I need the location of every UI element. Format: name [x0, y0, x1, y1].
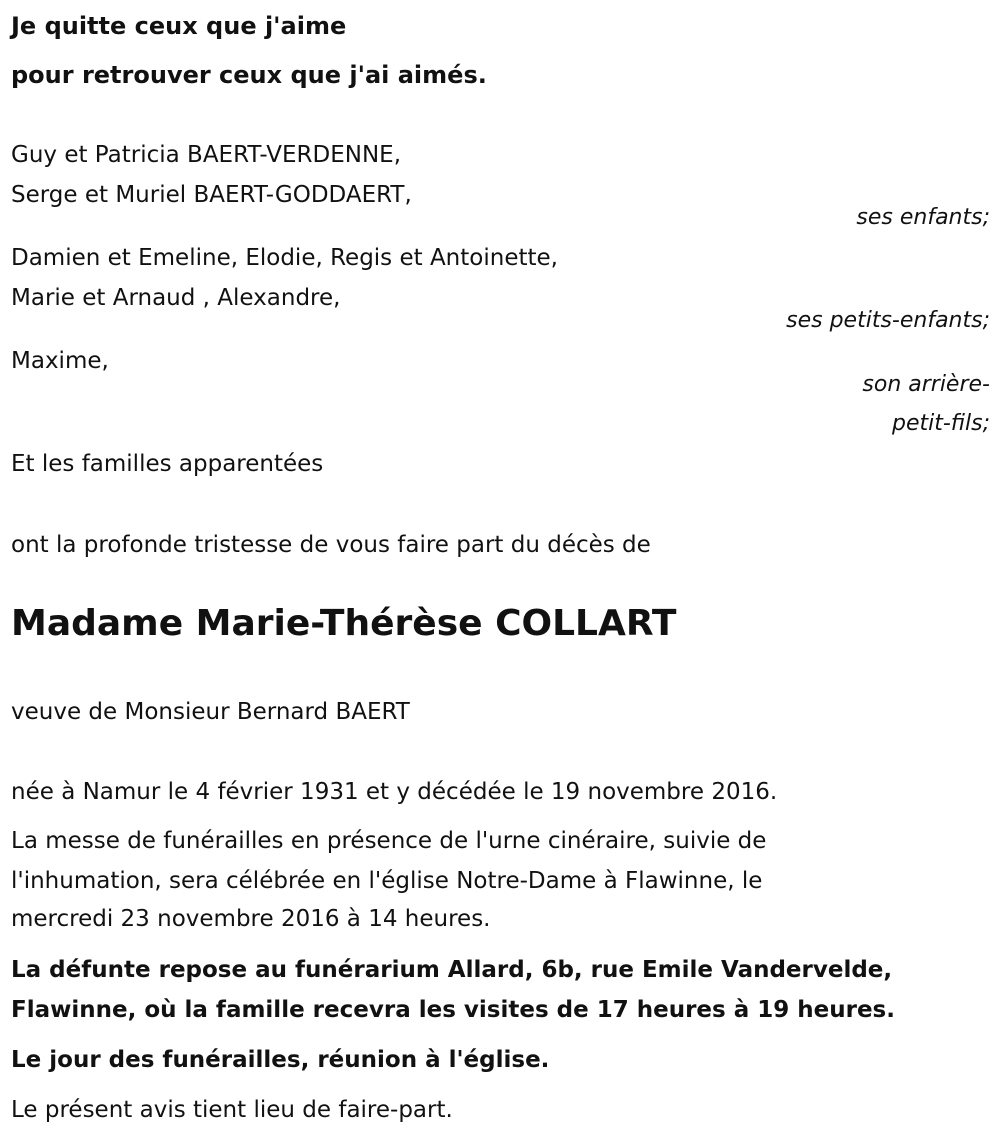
- quote-line-2: pour retrouver ceux que j'ai aimés.: [11, 61, 487, 89]
- children-line-2: Serge et Muriel BAERT-GODDAERT,: [11, 182, 412, 208]
- great-grandchild-relation-line-2: petit-fils;: [891, 411, 990, 436]
- meeting-text: Le jour des funérailles, réunion à l'église.: [11, 1047, 550, 1073]
- mass-line-3: mercredi 23 novembre 2016 à 14 heures.: [11, 906, 491, 932]
- great-grandchild-line-1: Maxime,: [11, 348, 109, 374]
- grandchildren-relation: ses petits-enfants;: [786, 308, 990, 333]
- funerarium-line-1: La défunte repose au funérarium Allard, 6b, rue Emile Vandervelde,: [11, 957, 893, 983]
- deceased-name: Madame Marie-Thérèse COLLART: [11, 603, 677, 644]
- widow-of-text: veuve de Monsieur Bernard BAERT: [11, 699, 410, 725]
- grandchildren-line-1: Damien et Emeline, Elodie, Regis et Antoinette,: [11, 245, 558, 271]
- children-line-1: Guy et Patricia BAERT-VERDENNE,: [11, 142, 402, 168]
- funerarium-line-2: Flawinne, où la famille recevra les visites de 17 heures à 19 heures.: [11, 997, 895, 1023]
- great-grandchild-relation-line-1: son arrière-: [862, 372, 990, 397]
- grandchildren-line-2: Marie et Arnaud , Alexandre,: [11, 285, 341, 311]
- notice-text: Le présent avis tient lieu de faire-part.: [11, 1097, 453, 1123]
- birth-death-text: née à Namur le 4 février 1931 et y décédée le 19 novembre 2016.: [11, 779, 778, 805]
- quote-line-1: Je quitte ceux que j'aime: [11, 12, 347, 40]
- families-text: Et les familles apparentées: [11, 451, 324, 477]
- children-relation: ses enfants;: [856, 205, 990, 230]
- mass-line-1: La messe de funérailles en présence de l'urne cinéraire, suivie de: [11, 828, 767, 854]
- mass-line-2: l'inhumation, sera célébrée en l'église Notre-Dame à Flawinne, le: [11, 868, 763, 894]
- announcement-text: ont la profonde tristesse de vous faire part du décès de: [11, 532, 651, 558]
